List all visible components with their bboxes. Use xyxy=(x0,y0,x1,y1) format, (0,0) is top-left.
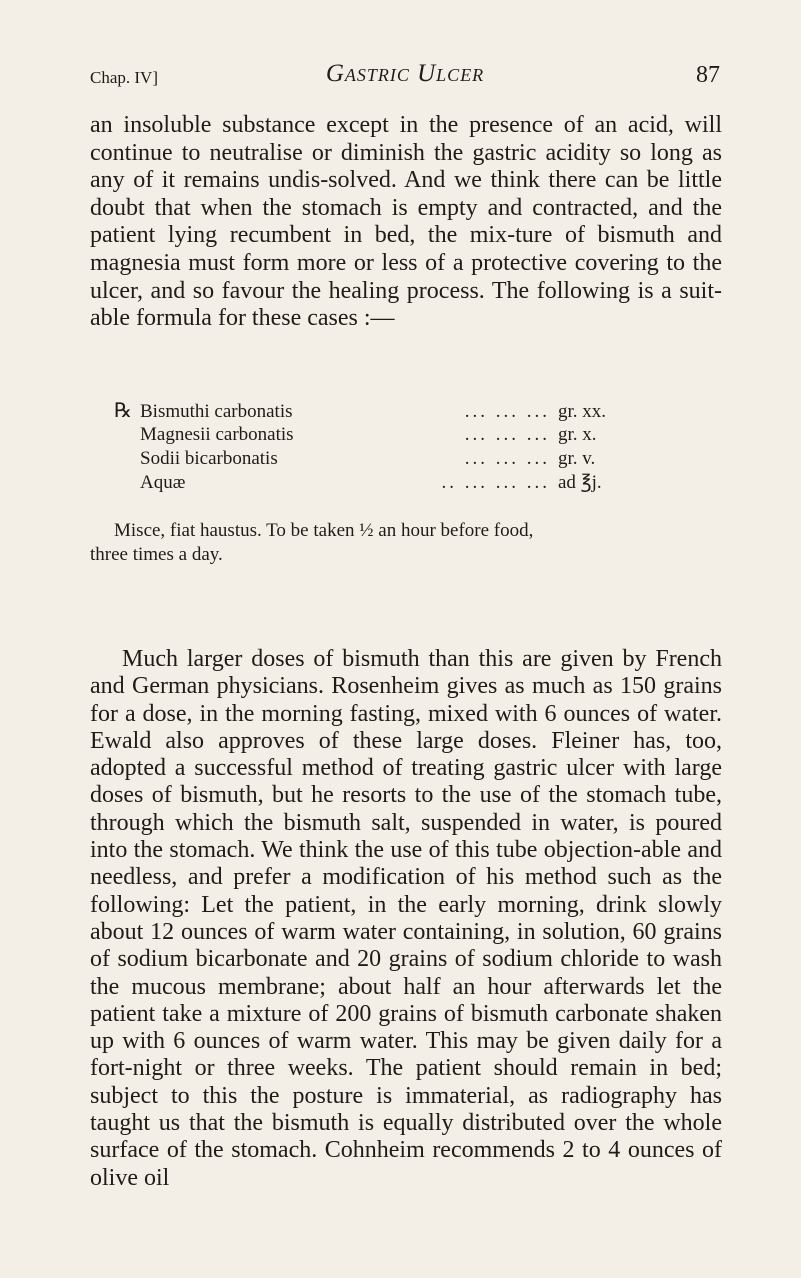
ingredient-name: Bismuthi carbonatis xyxy=(140,401,293,422)
ingredient-dose: ad ℥j. xyxy=(558,472,602,493)
ingredient-dose: gr. v. xyxy=(558,448,596,469)
ingredient-dose: gr. x. xyxy=(558,424,597,445)
running-title: Gastric Ulcer xyxy=(325,60,485,87)
running-header xyxy=(90,58,720,98)
ingredient-name: Sodii bicarbonatis xyxy=(140,448,278,469)
ingredient-name: Magnesii carbonatis xyxy=(140,424,294,445)
prescription-line xyxy=(114,447,722,471)
page-number: 87 xyxy=(696,62,720,88)
prescription-formula xyxy=(114,399,722,495)
leader-dots: ... ... ... xyxy=(464,401,550,422)
prescription-line xyxy=(114,399,722,423)
ingredient-name: Aquæ xyxy=(140,472,186,493)
prescription-directions-continued: three times a day. xyxy=(90,544,223,565)
paragraph-2: Much larger doses of bismuth than this are given by French and German physicians. Rosenheim gives as much as 150 grains for a dose, in the morning fasting, mixed with 6 ounces of water. Ewald also approves of these large doses. Fleiner has, too, adopted a successful method of treating gastric ulcer with large doses of bismuth, but he resorts to the use of the stomach tube, through which the bismuth salt, suspended in water, is poured into the stomach. We think the use of this tube objection-able and needless, and prefer a modification of his method such as the following: Let the patient, in the early morning, drink slowly about 12 ounces of warm water containing, in solution, 60 grains of sodium bicarbonate and 20 grains of sodium chloride to wash the mucous membrane; about half an hour afterwards let the patient take a mixture of 200 grains of bismuth carbonate shaken up with 6 ounces of warm water. This may be given daily for a fort-night or three weeks. The patient should remain in bed; subject to this the posture is immaterial, as radiography has taught us that the bismuth is equally distributed over the whole surface of the stomach. Cohnheim recommends 2 to 4 ounces of olive oil xyxy=(90,646,722,1191)
ingredient-dose: gr. xx. xyxy=(558,401,607,422)
prescription-line xyxy=(114,471,722,495)
prescription-line xyxy=(114,423,722,447)
chapter-label: Chap. IV] xyxy=(90,68,158,87)
prescription-directions: Misce, fiat haustus. To be taken ½ an hour before food, xyxy=(114,520,534,541)
leader-dots: ... ... ... xyxy=(464,448,550,469)
paragraph-1: an insoluble substance except in the presence of an acid, will continue to neutralise or diminish the gastric acidity so long as any of it remains undis-solved. And we think there can be little doubt that when the stomach is empty and contracted, and the patient lying recumbent in bed, the mix-ture of bismuth and magnesia must form more or less of a protective covering to the ulcer, and so favour the healing process. The following is a suit-able formula for these cases :— xyxy=(90,112,722,332)
leader-dots: ... ... ... xyxy=(464,424,550,445)
recipe-symbol: ℞ xyxy=(114,400,132,422)
leader-dots: .. ... ... ... xyxy=(441,472,550,493)
